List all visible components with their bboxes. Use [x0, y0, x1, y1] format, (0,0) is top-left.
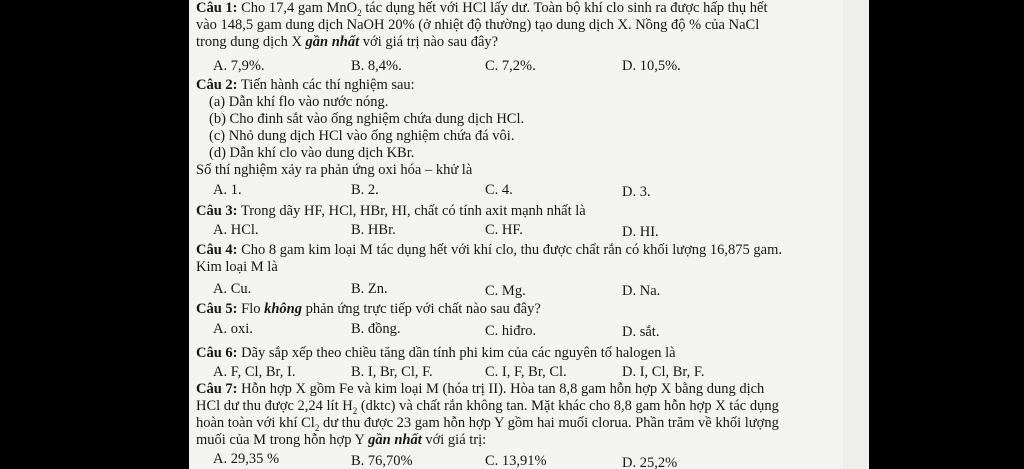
q7-line-2: HCl dư thu được 2,24 lít $H_2$ (dktc) và chất rắn không tan. Mặt khác cho 8,8 gam hỗn hợp X tác dụng — [196, 398, 779, 416]
q7-line-4: muối của M trong hỗn hợp Y gần nhất với giá trị: — [196, 432, 487, 448]
q7-line-3: hoàn toàn với khí $Cl_2$ dư thu được 23 gam hỗn hợp Y gồm hai muối clorua. Phần trăm về khối lượng — [196, 415, 779, 433]
q2-item-d: (d) Dẫn khí clo vào dung dịch KBr. — [209, 145, 415, 161]
q4-option-a: A. Cu. — [213, 281, 252, 297]
q6-option-b: B. I, Br, Cl, F. — [351, 364, 433, 380]
q1-line-3: trong dung dịch X gần nhất với giá trị nào sau đây? — [196, 34, 499, 50]
q5-line-1: Câu 5: Flo không phản ứng trực tiếp với chất nào sau đây? — [196, 301, 541, 317]
q4-option-c: C. Mg. — [485, 283, 526, 299]
q3-option-b: B. HBr. — [351, 222, 396, 238]
q6-option-a: A. F, Cl, Br, I. — [213, 364, 296, 380]
q6-option-d: D. I, Cl, Br, F. — [622, 364, 705, 380]
q5-option-c: C. hiđro. — [485, 323, 537, 339]
q5-option-d: D. sắt. — [622, 324, 660, 340]
q4-line-1: Câu 4: Cho 8 gam kim loại M tác dụng hết với khí clo, thu được chất rắn có khối lượng 16,875 gam. — [196, 242, 783, 258]
q5-option-a: A. oxi. — [213, 321, 253, 337]
exam-page — [189, 0, 843, 469]
q7-option-c: C. 13,91% — [485, 453, 547, 469]
q7-option-d: D. 25,2% — [622, 455, 678, 469]
q7-option-b: B. 76,70% — [351, 453, 413, 469]
q2-line-1: Câu 2: Tiến hành các thí nghiệm sau: — [196, 77, 415, 93]
q7-line-1: Câu 7: Hỗn hợp X gồm Fe và kim loại M (hóa trị II). Hòa tan 8,8 gam hỗn hợp X bằng dung dịch — [196, 381, 765, 397]
q1-option-b: B. 8,4%. — [351, 58, 402, 74]
q4-line-2: Kim loại M là — [196, 259, 278, 275]
q1-option-d: D. 10,5%. — [622, 58, 681, 74]
q2-question: Số thí nghiệm xảy ra phản ứng oxi hóa – khử là — [196, 162, 473, 178]
q2-option-d: D. 3. — [622, 184, 651, 200]
q3-option-a: A. HCl. — [213, 222, 259, 238]
q1-option-c: C. 7,2%. — [485, 58, 536, 74]
q4-option-b: B. Zn. — [351, 281, 388, 297]
q1-line-1: Câu 1: Cho 17,4 gam MnO$_2$ tác dụng hết với HCl lấy dư. Toàn bộ khí clo sinh ra được hấp thụ hết — [196, 0, 768, 18]
q3-option-c: C. HF. — [485, 222, 523, 238]
q2-item-c: (c) Nhỏ dung dịch HCl vào ống nghiệm chứa đá vôi. — [209, 128, 515, 144]
q6-option-c: C. I, F, Br, Cl. — [485, 364, 567, 380]
q7-option-a: A. 29,35 % — [213, 451, 280, 467]
q6-line-1: Câu 6: Dãy sắp xếp theo chiều tăng dần tính phi kim của các nguyên tố halogen là — [196, 345, 676, 361]
q2-option-c: C. 4. — [485, 182, 513, 198]
q2-option-b: B. 2. — [351, 182, 379, 198]
page-edge — [843, 0, 869, 469]
q5-option-b: B. đồng. — [351, 321, 401, 337]
q2-item-a: (a) Dẫn khí flo vào nước nóng. — [209, 94, 389, 110]
q3-line-1: Câu 3: Trong dãy HF, HCl, HBr, HI, chất có tính axit mạnh nhất là — [196, 203, 586, 219]
q3-option-d: D. HI. — [622, 224, 659, 240]
q1-option-a: A. 7,9%. — [213, 58, 265, 74]
q4-option-d: D. Na. — [622, 283, 661, 299]
q1-line-2: vào 148,5 gam dung dịch NaOH 20% (ở nhiệt độ thường) tạo dung dịch X. Nồng độ % của NaCl — [196, 17, 760, 33]
q2-item-b: (b) Cho đinh sắt vào ống nghiệm chứa dung dịch HCl. — [209, 111, 525, 127]
q2-option-a: A. 1. — [213, 182, 242, 198]
